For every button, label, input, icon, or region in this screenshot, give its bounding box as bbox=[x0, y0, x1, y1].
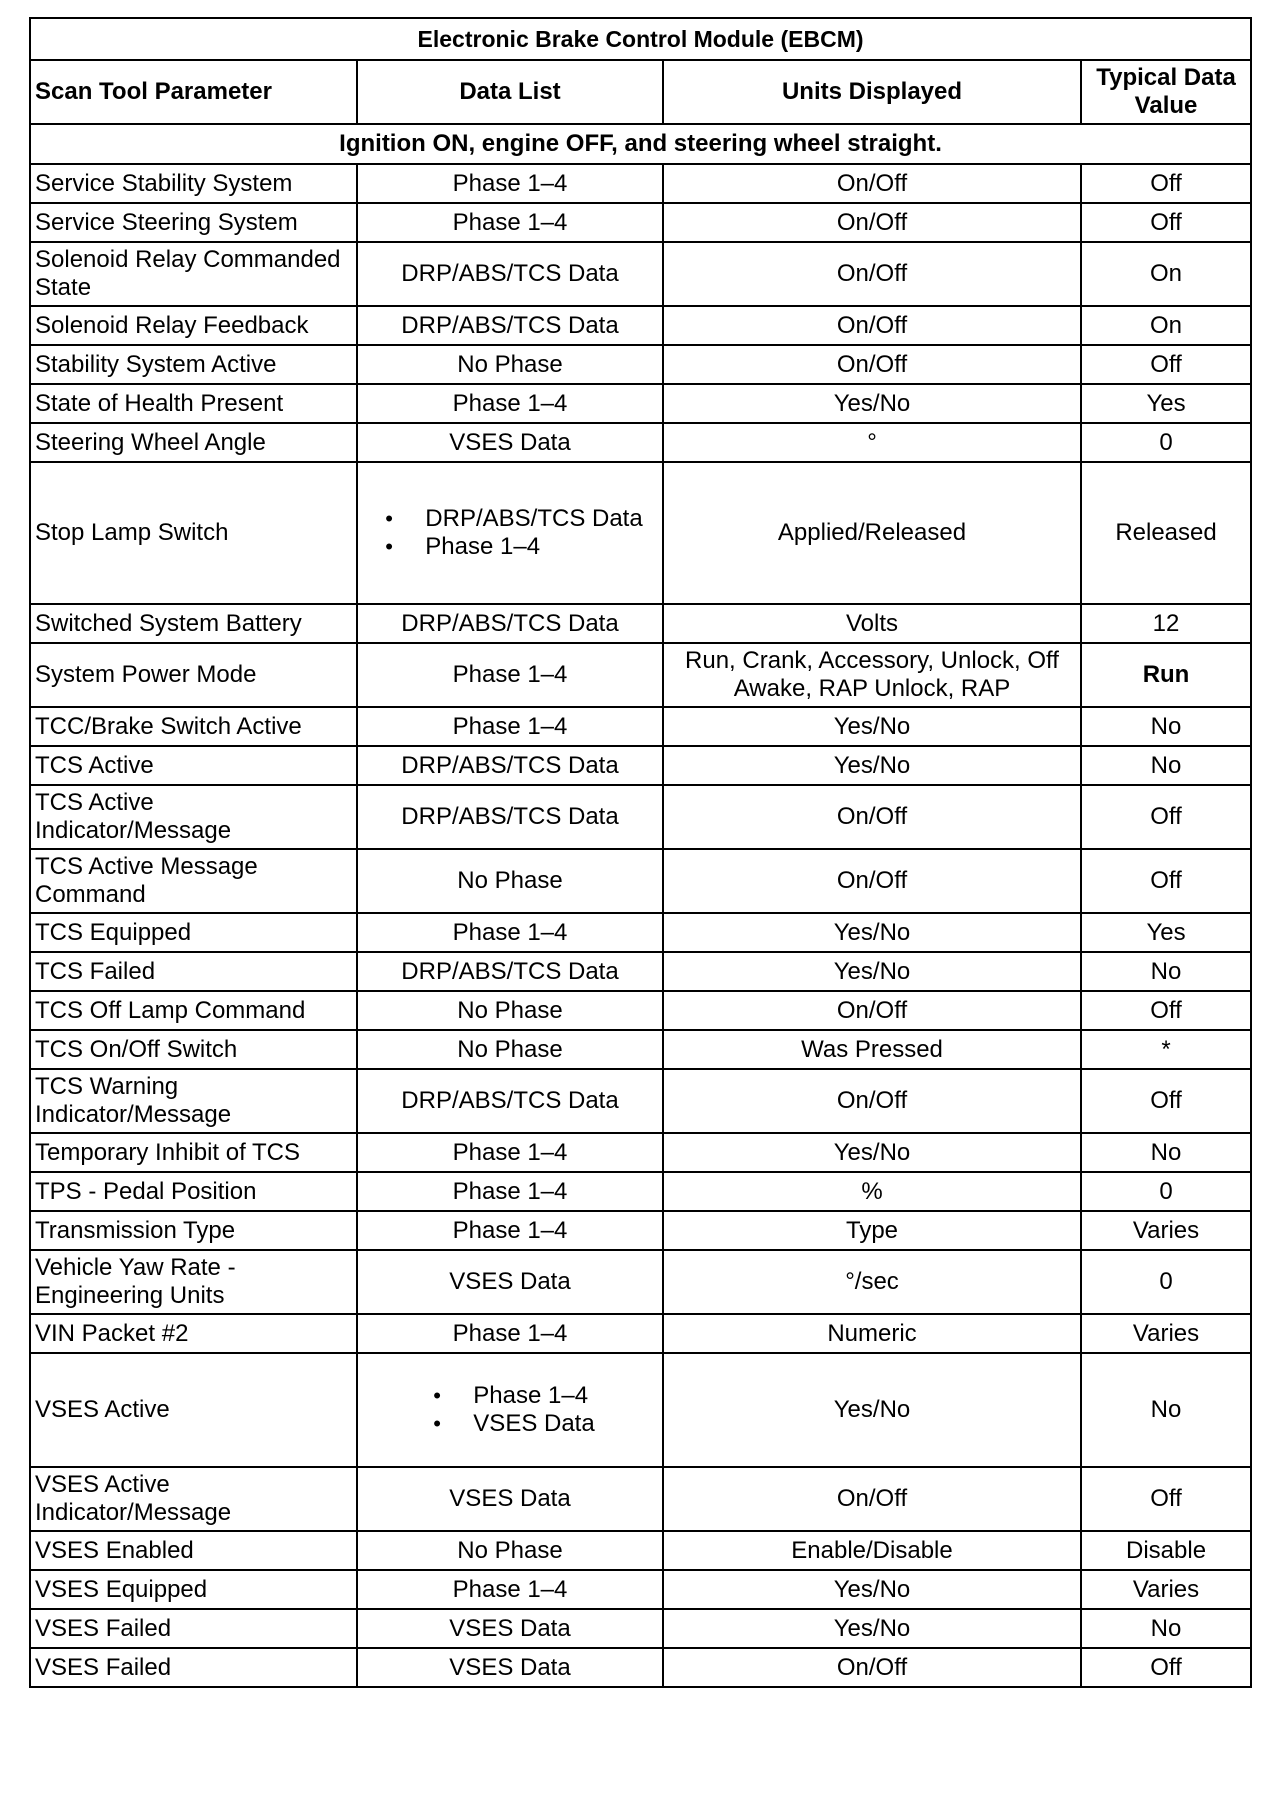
cell-parameter: State of Health Present bbox=[30, 384, 357, 423]
cell-units-displayed: ° bbox=[663, 423, 1081, 462]
cell-typical-value: Off bbox=[1081, 345, 1251, 384]
table-row bbox=[30, 1211, 1251, 1250]
cell-units-displayed: Was Pressed bbox=[663, 1030, 1081, 1069]
cell-units-displayed: Yes/No bbox=[663, 1570, 1081, 1609]
cell-units-displayed: Numeric bbox=[663, 1314, 1081, 1353]
cell-parameter: Service Stability System bbox=[30, 164, 357, 203]
table-row bbox=[30, 913, 1251, 952]
table-row bbox=[30, 462, 1251, 604]
cell-units-displayed: °/sec bbox=[663, 1250, 1081, 1314]
cell-data-list: DRP/ABS/TCS Data bbox=[357, 785, 663, 849]
cell-parameter: TCS Warning Indicator/Message bbox=[30, 1069, 357, 1133]
cell-parameter: System Power Mode bbox=[30, 643, 357, 707]
cell-units-displayed: Yes/No bbox=[663, 1609, 1081, 1648]
cell-parameter: VSES Active bbox=[30, 1353, 357, 1467]
cell-parameter: TPS - Pedal Position bbox=[30, 1172, 357, 1211]
cell-units-displayed: Run, Crank, Accessory, Unlock, Off Awake, RAP Unlock, RAP bbox=[663, 643, 1081, 707]
cell-typical-value: On bbox=[1081, 306, 1251, 345]
data-list-bullet-item: • Phase 1–4 bbox=[425, 1382, 594, 1410]
cell-data-list: No Phase bbox=[357, 849, 663, 913]
ebcm-data-table bbox=[29, 17, 1252, 1688]
table-row bbox=[30, 1030, 1251, 1069]
cell-units-displayed: Yes/No bbox=[663, 1353, 1081, 1467]
table-row bbox=[30, 1172, 1251, 1211]
cell-data-list: Phase 1–4 bbox=[357, 913, 663, 952]
cell-parameter: TCC/Brake Switch Active bbox=[30, 707, 357, 746]
cell-data-list: Phase 1–4 bbox=[357, 203, 663, 242]
cell-units-displayed: On/Off bbox=[663, 1467, 1081, 1531]
cell-data-list: Phase 1–4 bbox=[357, 384, 663, 423]
cell-typical-value: No bbox=[1081, 1133, 1251, 1172]
cell-units-displayed: On/Off bbox=[663, 849, 1081, 913]
cell-data-list: VSES Data bbox=[357, 423, 663, 462]
cell-parameter: Vehicle Yaw Rate - Engineering Units bbox=[30, 1250, 357, 1314]
table-row bbox=[30, 1570, 1251, 1609]
cell-units-displayed: Yes/No bbox=[663, 384, 1081, 423]
cell-data-list: No Phase bbox=[357, 1531, 663, 1570]
cell-parameter: Transmission Type bbox=[30, 1211, 357, 1250]
data-list-bullet-item: • DRP/ABS/TCS Data bbox=[377, 505, 642, 533]
cell-typical-value: No bbox=[1081, 1353, 1251, 1467]
cell-typical-value: On bbox=[1081, 242, 1251, 306]
cell-data-list: Phase 1–4 bbox=[357, 1133, 663, 1172]
header-units-displayed: Units Displayed bbox=[663, 60, 1081, 124]
table-row bbox=[30, 345, 1251, 384]
header-scan-tool-parameter: Scan Tool Parameter bbox=[30, 60, 357, 124]
cell-typical-value: Yes bbox=[1081, 913, 1251, 952]
cell-data-list: Phase 1–4 bbox=[357, 1172, 663, 1211]
cell-parameter: Solenoid Relay Commanded State bbox=[30, 242, 357, 306]
table-body bbox=[30, 124, 1251, 1687]
cell-data-list: DRP/ABS/TCS Data bbox=[357, 746, 663, 785]
cell-parameter: TCS Failed bbox=[30, 952, 357, 991]
cell-data-list bbox=[357, 462, 663, 604]
table-row bbox=[30, 1133, 1251, 1172]
cell-data-list bbox=[357, 1353, 663, 1467]
cell-parameter: Stop Lamp Switch bbox=[30, 462, 357, 604]
cell-data-list: No Phase bbox=[357, 345, 663, 384]
cell-units-displayed: Enable/Disable bbox=[663, 1531, 1081, 1570]
table-row bbox=[30, 1648, 1251, 1687]
table-row bbox=[30, 604, 1251, 643]
table-row bbox=[30, 306, 1251, 345]
table-row bbox=[30, 164, 1251, 203]
cell-typical-value: Off bbox=[1081, 203, 1251, 242]
cell-data-list: Phase 1–4 bbox=[357, 643, 663, 707]
cell-parameter: Steering Wheel Angle bbox=[30, 423, 357, 462]
cell-units-displayed: On/Off bbox=[663, 1648, 1081, 1687]
table-title: Electronic Brake Control Module (EBCM) bbox=[30, 18, 1251, 60]
table-row bbox=[30, 849, 1251, 913]
cell-typical-value: Off bbox=[1081, 1069, 1251, 1133]
table-row bbox=[30, 952, 1251, 991]
cell-parameter: Service Steering System bbox=[30, 203, 357, 242]
cell-data-list: DRP/ABS/TCS Data bbox=[357, 242, 663, 306]
cell-data-list: VSES Data bbox=[357, 1250, 663, 1314]
cell-parameter: VIN Packet #2 bbox=[30, 1314, 357, 1353]
cell-parameter: TCS Off Lamp Command bbox=[30, 991, 357, 1030]
cell-units-displayed: Applied/Released bbox=[663, 462, 1081, 604]
cell-typical-value: No bbox=[1081, 707, 1251, 746]
cell-parameter: TCS On/Off Switch bbox=[30, 1030, 357, 1069]
cell-typical-value: Off bbox=[1081, 164, 1251, 203]
cell-typical-value: No bbox=[1081, 746, 1251, 785]
cell-parameter: TCS Active Indicator/Message bbox=[30, 785, 357, 849]
data-list-bullet-item: • VSES Data bbox=[425, 1410, 594, 1438]
table-row bbox=[30, 643, 1251, 707]
cell-parameter: VSES Failed bbox=[30, 1609, 357, 1648]
cell-units-displayed: Yes/No bbox=[663, 707, 1081, 746]
cell-units-displayed: On/Off bbox=[663, 164, 1081, 203]
cell-typical-value: Off bbox=[1081, 1467, 1251, 1531]
cell-data-list: Phase 1–4 bbox=[357, 1570, 663, 1609]
cell-units-displayed: Yes/No bbox=[663, 1133, 1081, 1172]
cell-typical-value: No bbox=[1081, 952, 1251, 991]
table-row bbox=[30, 1531, 1251, 1570]
data-list-bullet-item: • Phase 1–4 bbox=[377, 533, 642, 561]
cell-parameter: Switched System Battery bbox=[30, 604, 357, 643]
cell-data-list: DRP/ABS/TCS Data bbox=[357, 952, 663, 991]
cell-parameter: Stability System Active bbox=[30, 345, 357, 384]
data-list-bullets bbox=[425, 1382, 594, 1438]
cell-units-displayed: On/Off bbox=[663, 1069, 1081, 1133]
cell-units-displayed: On/Off bbox=[663, 991, 1081, 1030]
cell-parameter: VSES Enabled bbox=[30, 1531, 357, 1570]
table-row bbox=[30, 746, 1251, 785]
cell-typical-value: * bbox=[1081, 1030, 1251, 1069]
table-row bbox=[30, 785, 1251, 849]
cell-units-displayed: Yes/No bbox=[663, 952, 1081, 991]
header-data-list: Data List bbox=[357, 60, 663, 124]
cell-data-list: DRP/ABS/TCS Data bbox=[357, 306, 663, 345]
cell-parameter: TCS Equipped bbox=[30, 913, 357, 952]
cell-units-displayed: On/Off bbox=[663, 345, 1081, 384]
cell-typical-value: 0 bbox=[1081, 1250, 1251, 1314]
table-row bbox=[30, 1353, 1251, 1467]
cell-typical-value: 12 bbox=[1081, 604, 1251, 643]
cell-data-list: DRP/ABS/TCS Data bbox=[357, 1069, 663, 1133]
table-row bbox=[30, 203, 1251, 242]
cell-data-list: Phase 1–4 bbox=[357, 164, 663, 203]
cell-units-displayed: Type bbox=[663, 1211, 1081, 1250]
cell-units-displayed: % bbox=[663, 1172, 1081, 1211]
cell-typical-value: Off bbox=[1081, 1648, 1251, 1687]
cell-parameter: VSES Equipped bbox=[30, 1570, 357, 1609]
test-condition-row: Ignition ON, engine OFF, and steering wheel straight. bbox=[30, 124, 1251, 164]
cell-units-displayed: On/Off bbox=[663, 242, 1081, 306]
cell-data-list: No Phase bbox=[357, 1030, 663, 1069]
cell-typical-value: Off bbox=[1081, 849, 1251, 913]
table-row bbox=[30, 1609, 1251, 1648]
cell-typical-value: Varies bbox=[1081, 1570, 1251, 1609]
cell-parameter: TCS Active Message Command bbox=[30, 849, 357, 913]
data-list-bullets bbox=[377, 505, 642, 561]
cell-units-displayed: On/Off bbox=[663, 785, 1081, 849]
cell-parameter: Solenoid Relay Feedback bbox=[30, 306, 357, 345]
table-row bbox=[30, 1314, 1251, 1353]
cell-typical-value: 0 bbox=[1081, 423, 1251, 462]
cell-typical-value: 0 bbox=[1081, 1172, 1251, 1211]
cell-data-list: Phase 1–4 bbox=[357, 1211, 663, 1250]
table-row bbox=[30, 991, 1251, 1030]
cell-data-list: Phase 1–4 bbox=[357, 1314, 663, 1353]
cell-data-list: No Phase bbox=[357, 991, 663, 1030]
table-row bbox=[30, 423, 1251, 462]
cell-typical-value: No bbox=[1081, 1609, 1251, 1648]
cell-typical-value: Released bbox=[1081, 462, 1251, 604]
table-row bbox=[30, 1250, 1251, 1314]
cell-parameter: TCS Active bbox=[30, 746, 357, 785]
cell-data-list: VSES Data bbox=[357, 1609, 663, 1648]
cell-typical-value: Varies bbox=[1081, 1314, 1251, 1353]
cell-data-list: VSES Data bbox=[357, 1648, 663, 1687]
table-row bbox=[30, 384, 1251, 423]
table-row bbox=[30, 1069, 1251, 1133]
cell-data-list: DRP/ABS/TCS Data bbox=[357, 604, 663, 643]
cell-typical-value: Disable bbox=[1081, 1531, 1251, 1570]
cell-typical-value: Off bbox=[1081, 991, 1251, 1030]
cell-units-displayed: On/Off bbox=[663, 306, 1081, 345]
cell-data-list: Phase 1–4 bbox=[357, 707, 663, 746]
cell-parameter: Temporary Inhibit of TCS bbox=[30, 1133, 357, 1172]
table-row bbox=[30, 242, 1251, 306]
cell-typical-value: Off bbox=[1081, 785, 1251, 849]
cell-parameter: VSES Active Indicator/Message bbox=[30, 1467, 357, 1531]
table-row bbox=[30, 1467, 1251, 1531]
table-row bbox=[30, 707, 1251, 746]
cell-typical-value: Varies bbox=[1081, 1211, 1251, 1250]
cell-typical-value: Run bbox=[1081, 643, 1251, 707]
header-typical-data-value: Typical Data Value bbox=[1081, 60, 1251, 124]
cell-units-displayed: Yes/No bbox=[663, 913, 1081, 952]
cell-units-displayed: Volts bbox=[663, 604, 1081, 643]
cell-data-list: VSES Data bbox=[357, 1467, 663, 1531]
cell-units-displayed: On/Off bbox=[663, 203, 1081, 242]
cell-typical-value: Yes bbox=[1081, 384, 1251, 423]
cell-units-displayed: Yes/No bbox=[663, 746, 1081, 785]
cell-parameter: VSES Failed bbox=[30, 1648, 357, 1687]
